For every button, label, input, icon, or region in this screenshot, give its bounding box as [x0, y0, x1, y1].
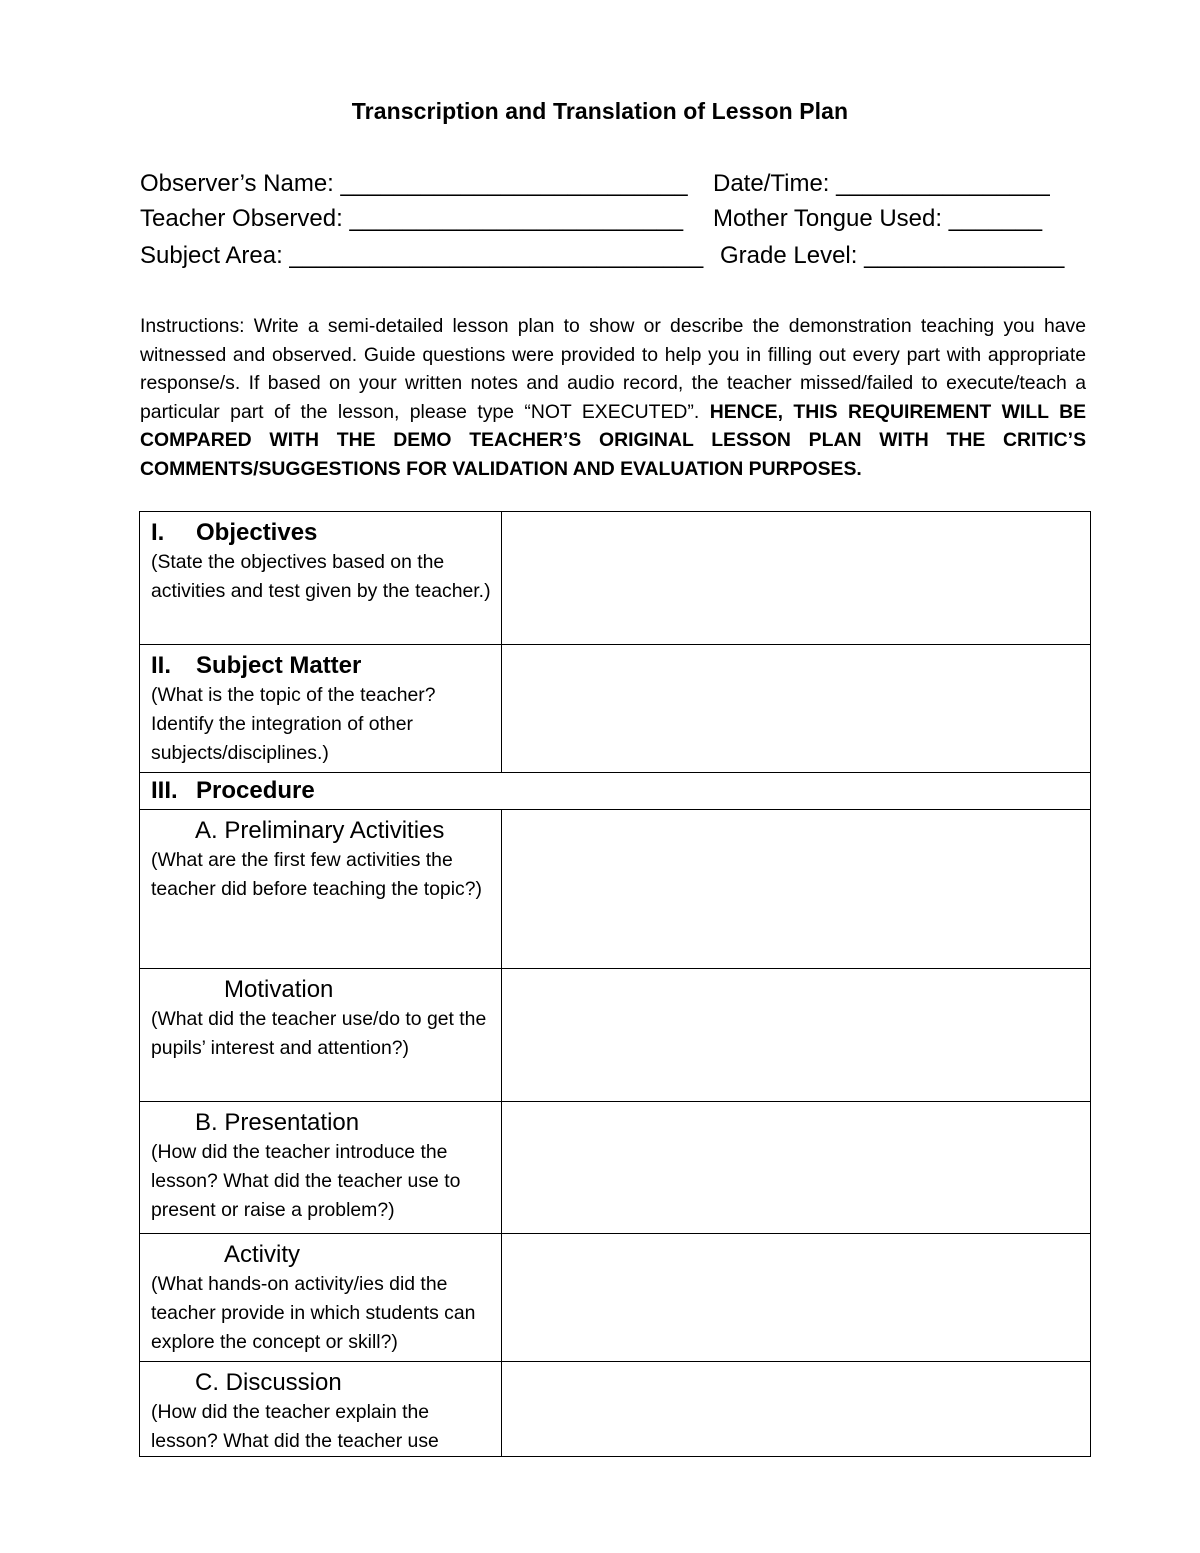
instructions-emphasis: HENCE, THIS REQUIREMENT WILL BE COMPARED WITH THE DEMO TEACHER’S ORIGINAL LESSON PLAN WITH THE CRITIC’S COMMENTS/SUGGESTIONS FOR VALIDATION AND EVALUATION PURPOSES.: [140, 400, 1087, 480]
grade-level-field[interactable]: Grade Level: _______________: [720, 242, 1065, 269]
table-row-objectives: [140, 512, 1091, 645]
field-row-2: [140, 205, 1090, 233]
subject-matter-note: (What is the topic of the teacher? Identify the integration of other subjects/disciplines.): [151, 684, 436, 764]
document-title: Transcription and Translation of Lesson Plan: [351, 98, 849, 124]
activity-heading: Activity: [224, 1241, 301, 1268]
discussion-note: (How did the teacher explain the lesson? What did the teacher use: [151, 1401, 439, 1452]
presentation-label-cell: [140, 1102, 502, 1234]
activity-label-cell: [140, 1234, 502, 1362]
preliminary-response-cell[interactable]: [502, 810, 1091, 969]
motivation-label-cell: [140, 969, 502, 1102]
activity-response-cell[interactable]: [502, 1234, 1091, 1362]
procedure-heading: III. Procedure: [151, 777, 315, 804]
motivation-heading: Motivation: [224, 976, 334, 1003]
teacher-observed-field[interactable]: Teacher Observed: _________________________: [140, 205, 684, 232]
activity-note: (What hands-on activity/ies did the teacher provide in which students can explore the concept or skill?): [151, 1273, 476, 1353]
procedure-heading-cell: [140, 773, 1091, 810]
field-row-3: [140, 242, 1090, 270]
table-row-motivation: [140, 969, 1091, 1102]
table-row-preliminary: [140, 810, 1091, 969]
table-row-discussion: [140, 1362, 1091, 1457]
preliminary-heading: A. Preliminary Activities: [195, 817, 445, 844]
subject-matter-label-cell: [140, 645, 502, 773]
preliminary-note: (What are the first few activities the teacher did before teaching the topic?): [151, 849, 482, 900]
instructions-text: Instructions: Write a semi-detailed lesson plan to show or describe the demonstration teaching you have witnessed and observed. Guide questions were provided to help you in filling out every part with appropriate response/s. If based on your written notes and audio record, the teacher missed/failed to execute/teach a particular part of the lesson, please type “NOT EXECUTED”.: [140, 315, 1086, 423]
discussion-heading: C. Discussion: [195, 1369, 342, 1396]
instructions-paragraph: [140, 312, 1086, 483]
date-time-field[interactable]: Date/Time: ________________: [713, 170, 1050, 197]
discussion-label-cell: [140, 1362, 502, 1457]
table-row-presentation: [140, 1102, 1091, 1234]
table-row-activity: [140, 1234, 1091, 1362]
presentation-note: (How did the teacher introduce the lesson? What did the teacher use to present or raise a problem?): [151, 1141, 461, 1221]
observer-name-field[interactable]: Observer’s Name: __________________________: [140, 170, 688, 197]
mother-tongue-field[interactable]: Mother Tongue Used: _______: [713, 205, 1043, 232]
objectives-heading: I. Objectives: [151, 519, 318, 546]
preliminary-label-cell: [140, 810, 502, 969]
discussion-response-cell[interactable]: [502, 1362, 1091, 1457]
presentation-heading: B. Presentation: [195, 1109, 360, 1136]
subject-matter-response-cell[interactable]: [502, 645, 1091, 773]
subject-matter-heading: II. Subject Matter: [151, 652, 362, 679]
motivation-note: (What did the teacher use/do to get the pupils’ interest and attention?): [151, 1008, 487, 1059]
objectives-response-cell[interactable]: [502, 512, 1091, 645]
objectives-note: (State the objectives based on the activities and test given by the teacher.): [151, 551, 491, 602]
table-row-subject-matter: [140, 645, 1091, 773]
table-row-procedure: [140, 773, 1091, 810]
lesson-plan-table: [139, 511, 1091, 1457]
subject-area-field[interactable]: Subject Area: _______________________________: [140, 242, 704, 269]
motivation-response-cell[interactable]: [502, 969, 1091, 1102]
field-row-1: [140, 170, 1090, 198]
presentation-response-cell[interactable]: [502, 1102, 1091, 1234]
objectives-label-cell: [140, 512, 502, 645]
